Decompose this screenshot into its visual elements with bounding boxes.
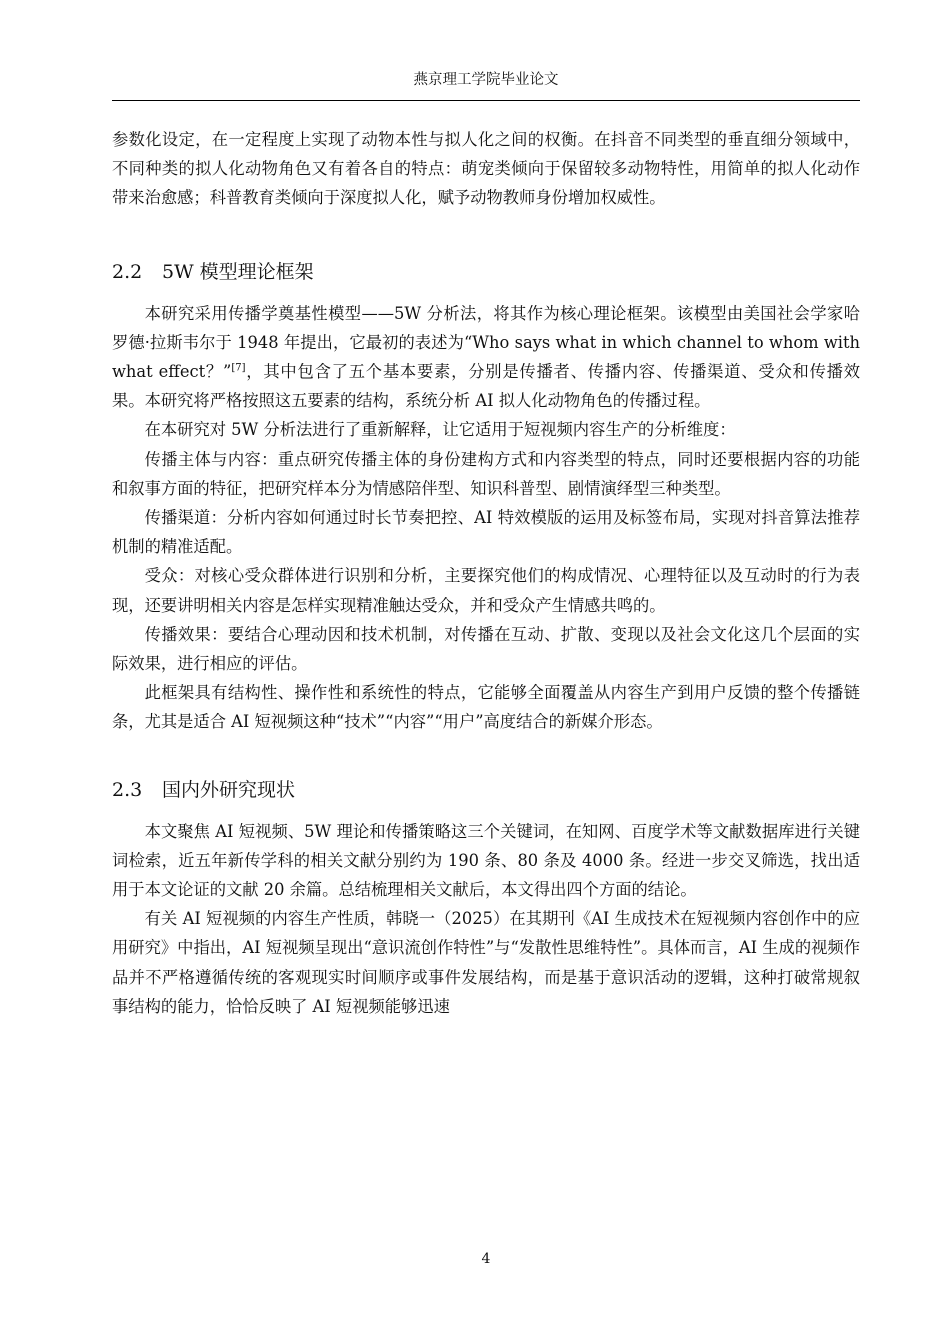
section-heading-2-3 [112, 775, 860, 805]
section-title: 国内外研究现状 [162, 778, 296, 801]
paragraph: 传播效果：要结合心理动因和技术机制，对传播在互动、扩散、变现以及社会文化这几个层面的实际效果，进行相应的评估。 [112, 624, 860, 674]
page-body [112, 125, 860, 1021]
header-divider [112, 100, 860, 101]
section-title: 5W 模型理论框架 [162, 260, 314, 283]
paragraph: 在本研究对 5W 分析法进行了重新解释，让它适用于短视频内容生产的分析维度： [144, 420, 736, 440]
page-header: 燕京理工学院毕业论文 [413, 72, 559, 88]
section-number: 2.3 [112, 778, 143, 801]
paragraph-intro: 参数化设定，在一定程度上实现了动物本性与拟人化之间的权衡。在抖音不同类型的垂直细分领域中，不同种类的拟人化动物角色又有着各自的特点：萌宠类倾向于保留较多动物特性，用简单的拟人化动作带来治愈感；科普教育类倾向于深度拟人化，赋予动物教师身份增加权威性。 [112, 130, 860, 208]
paragraph: 本文聚焦 AI 短视频、5W 理论和传播策略这三个关键词，在知网、百度学术等文献数据库进行关键词检索，近五年新传学科的相关文献分别约为 190 条、80 条及 4000 条。经进一步交叉筛选，找出适用于本文论证的文献 20 余篇。总结梳理相关文献后，本文得出四个方面的结论。 [112, 821, 860, 900]
section-number: 2.2 [112, 260, 143, 283]
paragraph-text: ，其中包含了五个基本要素，分别是传播者、传播内容、传播渠道、受众和传播效果。本研究将严格按照这五要素的结构，系统分析 AI 拟人化动物角色的传播过程。 [112, 362, 860, 411]
paragraph [112, 299, 860, 416]
paragraph-text: 本研究采用传播学奠基性模型——5W 分析法，将其作为核心理论框架。该模型由美国社会学家哈罗德·拉斯韦尔于 1948 年提出，它最初的表述为“Who says what in which channel to whom with what effect？” [112, 303, 860, 382]
paragraph: 受众：对核心受众群体进行识别和分析，主要探究他们的构成情况、心理特征以及互动时的行为表现，还要讲明相关内容是怎样实现精准触达受众，并和受众产生情感共鸣的。 [112, 566, 860, 615]
paragraph: 此框架具有结构性、操作性和系统性的特点，它能够全面覆盖从内容生产到用户反馈的整个传播链条，尤其是适合 AI 短视频这种“技术”“内容”“用户”高度结合的新媒介形态。 [112, 683, 860, 732]
paragraph: 传播渠道：分析内容如何通过时长节奏把控、AI 特效模版的运用及标签布局，实现对抖音算法推荐机制的精准适配。 [112, 508, 860, 557]
citation-ref: [7] [231, 362, 246, 374]
paragraph: 传播主体与内容：重点研究传播主体的身份建构方式和内容类型的特点，同时还要根据内容的功能和叙事方面的特征，把研究样本分为情感陪伴型、知识科普型、剧情演绎型三种类型。 [112, 449, 860, 498]
section-heading-2-2 [112, 257, 860, 287]
page-number: 4 [481, 1251, 491, 1267]
paragraph: 有关 AI 短视频的内容生产性质，韩晓一（2025）在其期刊《AI 生成技术在短视频内容创作中的应用研究》中指出，AI 短视频呈现出“意识流创作特性”与“发散性思维特性”。具体而言，AI 生成的视频作品并不严格遵循传统的客观现实时间顺序或事件发展结构，而是基于意识活动的逻辑，这种打破常规叙事结构的能力，恰恰反映了 AI 短视频能够迅速 [112, 909, 860, 1016]
